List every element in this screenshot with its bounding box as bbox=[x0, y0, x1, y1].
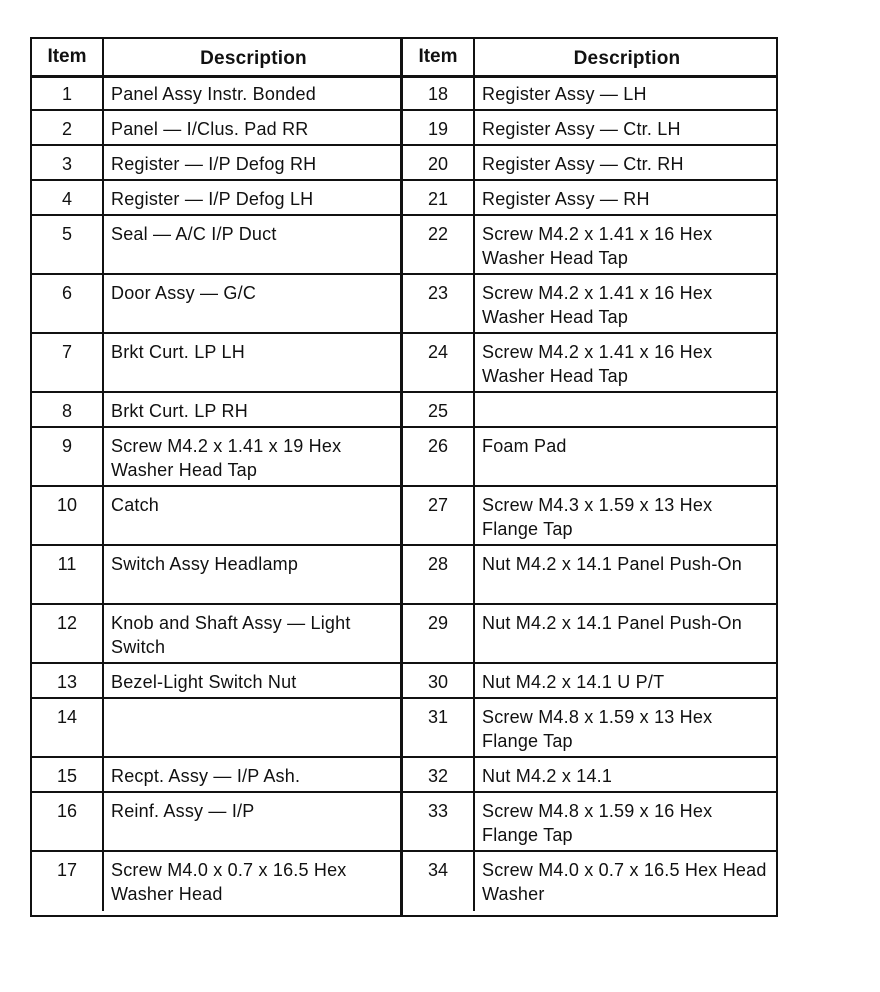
table-row bbox=[32, 334, 400, 393]
item-number: 11 bbox=[32, 546, 104, 603]
table-row bbox=[403, 487, 776, 546]
table-row bbox=[32, 216, 400, 275]
header-item-label: Item bbox=[32, 39, 104, 75]
table-row bbox=[403, 699, 776, 758]
item-number: 24 bbox=[403, 334, 475, 391]
table-row bbox=[403, 546, 776, 605]
table-row bbox=[403, 664, 776, 699]
item-description: Panel Assy Instr. Bonded bbox=[111, 84, 316, 104]
item-number: 13 bbox=[32, 664, 104, 697]
item-description: Screw M4.8 x 1.59 x 13 Hex Flange Tap bbox=[482, 707, 713, 751]
item-description: Screw M4.0 x 0.7 x 16.5 Hex Head Washer bbox=[482, 860, 767, 904]
item-number: 9 bbox=[32, 428, 104, 485]
item-number: 12 bbox=[32, 605, 104, 662]
table-row bbox=[32, 146, 400, 181]
item-number: 15 bbox=[32, 758, 104, 791]
table-row bbox=[403, 758, 776, 793]
item-description: Nut M4.2 x 14.1 Panel Push-On bbox=[482, 613, 742, 633]
table-row bbox=[403, 146, 776, 181]
item-description: Foam Pad bbox=[482, 436, 567, 456]
item-description: Catch bbox=[111, 495, 160, 515]
table-row bbox=[403, 793, 776, 852]
table-row bbox=[32, 664, 400, 699]
table-row bbox=[32, 393, 400, 428]
item-description: Bezel-Light Switch Nut bbox=[111, 672, 297, 692]
table-row bbox=[32, 605, 400, 664]
item-number: 18 bbox=[403, 76, 475, 109]
item-description: Nut M4.2 x 14.1 Panel Push-On bbox=[482, 554, 742, 574]
item-number: 26 bbox=[403, 428, 475, 485]
item-number: 29 bbox=[403, 605, 475, 662]
item-number: 28 bbox=[403, 546, 475, 603]
table-row bbox=[32, 852, 400, 911]
item-description: Register Assy — RH bbox=[482, 189, 650, 209]
item-description: Panel — I/Clus. Pad RR bbox=[111, 119, 309, 139]
item-number: 7 bbox=[32, 334, 104, 391]
table-row bbox=[32, 699, 400, 758]
parts-table-right bbox=[400, 39, 776, 915]
item-number: 19 bbox=[403, 111, 475, 144]
item-description: Brkt Curt. LP LH bbox=[111, 342, 245, 362]
item-number: 1 bbox=[32, 76, 104, 109]
table-row bbox=[403, 605, 776, 664]
header-item-label: Item bbox=[403, 39, 475, 75]
parts-table-left bbox=[32, 39, 400, 915]
table-row bbox=[403, 76, 776, 111]
item-description: Screw M4.8 x 1.59 x 16 Hex Flange Tap bbox=[482, 801, 713, 845]
item-description: Screw M4.2 x 1.41 x 16 Hex Washer Head Tap bbox=[482, 342, 713, 386]
item-number: 4 bbox=[32, 181, 104, 214]
table-header-left bbox=[32, 39, 400, 78]
table-row bbox=[403, 216, 776, 275]
table-row bbox=[403, 393, 776, 428]
item-description: Screw M4.0 x 0.7 x 16.5 Hex Washer Head bbox=[111, 860, 347, 904]
item-number: 8 bbox=[32, 393, 104, 426]
item-number: 34 bbox=[403, 852, 475, 911]
item-description: Screw M4.2 x 1.41 x 19 Hex Washer Head Tap bbox=[111, 436, 342, 480]
item-description: Reinf. Assy — I/P bbox=[111, 801, 255, 821]
item-number: 3 bbox=[32, 146, 104, 179]
table-row bbox=[32, 76, 400, 111]
item-description: Seal — A/C I/P Duct bbox=[111, 224, 277, 244]
item-number: 23 bbox=[403, 275, 475, 332]
item-description: Nut M4.2 x 14.1 U P/T bbox=[482, 672, 665, 692]
table-row bbox=[32, 546, 400, 605]
item-number: 2 bbox=[32, 111, 104, 144]
table-row bbox=[403, 428, 776, 487]
item-description: Screw M4.2 x 1.41 x 16 Hex Washer Head Tap bbox=[482, 283, 713, 327]
item-number: 20 bbox=[403, 146, 475, 179]
header-description-label: Description bbox=[200, 48, 307, 69]
item-number: 27 bbox=[403, 487, 475, 544]
table-row bbox=[32, 793, 400, 852]
table-row bbox=[32, 275, 400, 334]
item-description: Brkt Curt. LP RH bbox=[111, 401, 248, 421]
item-number: 10 bbox=[32, 487, 104, 544]
table-row bbox=[32, 428, 400, 487]
table-row bbox=[403, 334, 776, 393]
table-header-right bbox=[403, 39, 776, 78]
item-description: Door Assy — G/C bbox=[111, 283, 257, 303]
item-description bbox=[475, 393, 776, 426]
table-row bbox=[32, 487, 400, 546]
item-number: 32 bbox=[403, 758, 475, 791]
item-number: 21 bbox=[403, 181, 475, 214]
item-description: Switch Assy Headlamp bbox=[111, 554, 299, 574]
item-number: 5 bbox=[32, 216, 104, 273]
item-number: 33 bbox=[403, 793, 475, 850]
parts-list-table bbox=[30, 37, 778, 917]
item-number: 31 bbox=[403, 699, 475, 756]
table-row bbox=[403, 111, 776, 146]
item-number: 25 bbox=[403, 393, 475, 426]
item-description: Register — I/P Defog RH bbox=[111, 154, 317, 174]
item-description: Nut M4.2 x 14.1 bbox=[482, 766, 613, 786]
table-row bbox=[32, 758, 400, 793]
table-row bbox=[32, 111, 400, 146]
item-description: Screw M4.3 x 1.59 x 13 Hex Flange Tap bbox=[482, 495, 713, 539]
header-description-label: Description bbox=[573, 48, 681, 69]
item-description: Register — I/P Defog LH bbox=[111, 189, 314, 209]
item-description: Knob and Shaft Assy — Light Switch bbox=[111, 613, 351, 657]
item-number: 30 bbox=[403, 664, 475, 697]
table-row bbox=[403, 852, 776, 911]
table-row bbox=[403, 275, 776, 334]
item-number: 22 bbox=[403, 216, 475, 273]
item-description bbox=[104, 699, 400, 756]
item-number: 17 bbox=[32, 852, 104, 911]
item-description: Screw M4.2 x 1.41 x 16 Hex Washer Head Tap bbox=[482, 224, 713, 268]
table-row bbox=[403, 181, 776, 216]
item-description: Register Assy — Ctr. RH bbox=[482, 154, 684, 174]
item-number: 14 bbox=[32, 699, 104, 756]
item-description: Register Assy — Ctr. LH bbox=[482, 119, 681, 139]
table-row bbox=[32, 181, 400, 216]
item-description: Recpt. Assy — I/P Ash. bbox=[111, 766, 301, 786]
item-number: 6 bbox=[32, 275, 104, 332]
item-number: 16 bbox=[32, 793, 104, 850]
item-description: Register Assy — LH bbox=[482, 84, 647, 104]
